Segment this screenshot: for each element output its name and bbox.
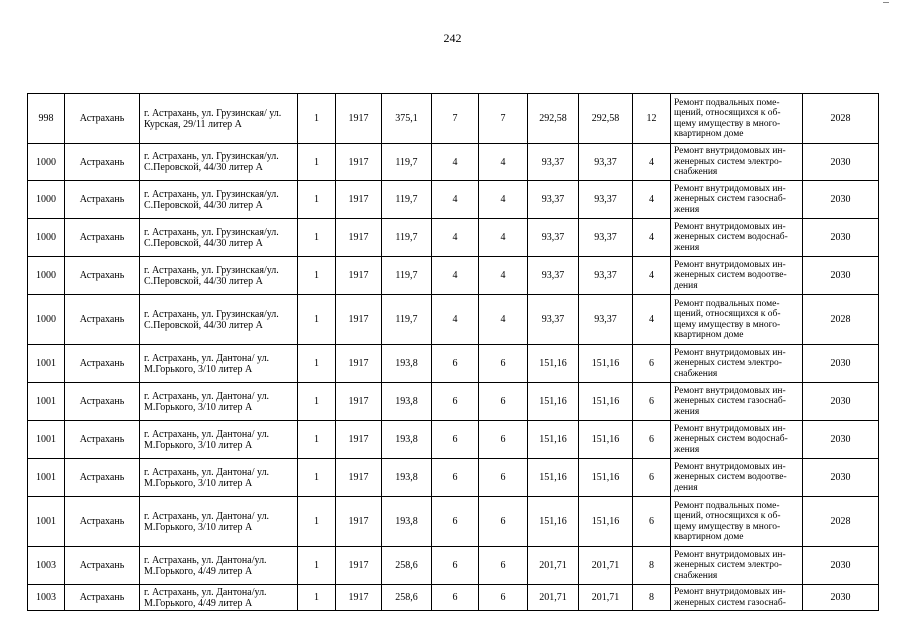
col-c-cell: 8: [633, 547, 671, 585]
table-row: [28, 144, 879, 181]
table-row: [28, 94, 879, 144]
row-number-cell: 1001: [28, 459, 65, 497]
plan-year-cell: 2030: [803, 144, 879, 181]
amount-cell: 292,58: [528, 94, 579, 144]
table-row: [28, 585, 879, 611]
amount-cell: 151,16: [528, 345, 579, 383]
work-type-cell: Ремонт подвальных поме- щений, относящихся к об- щему имуществу в много- квартирном доме: [671, 497, 803, 547]
col-a-cell: 6: [432, 383, 479, 421]
area-cell: 119,7: [382, 219, 432, 257]
table-body: [28, 94, 879, 611]
plan-year-cell: 2030: [803, 547, 879, 585]
amount-total-cell: 151,16: [579, 383, 633, 421]
col-b-cell: 7: [479, 94, 528, 144]
amount-cell: 93,37: [528, 219, 579, 257]
city-cell: Астрахань: [65, 181, 140, 219]
amount-total-cell: 93,37: [579, 257, 633, 295]
housing-repair-table: [27, 93, 879, 611]
address-cell: г. Астрахань, ул. Грузинская/ ул. Курская, 29/11 литер А: [140, 94, 298, 144]
amount-total-cell: 151,16: [579, 421, 633, 459]
row-number-cell: 1000: [28, 295, 65, 345]
plan-year-cell: 2030: [803, 219, 879, 257]
col-b-cell: 4: [479, 144, 528, 181]
city-cell: Астрахань: [65, 94, 140, 144]
address-cell: г. Астрахань, ул. Грузинская/ул. С.Перовской, 44/30 литер А: [140, 144, 298, 181]
work-type-cell: Ремонт внутридомовых ин- женерных систем газоснаб- жения: [671, 383, 803, 421]
address-cell: г. Астрахань, ул. Грузинская/ул. С.Перовской, 44/30 литер А: [140, 257, 298, 295]
amount-cell: 151,16: [528, 383, 579, 421]
page-number: 242: [443, 31, 462, 45]
amount-cell: 151,16: [528, 421, 579, 459]
row-number-cell: 1003: [28, 585, 65, 611]
work-type-cell: Ремонт внутридомовых ин- женерных систем водоотве- дения: [671, 257, 803, 295]
col-c-cell: 4: [633, 181, 671, 219]
col-c-cell: 6: [633, 459, 671, 497]
table-row: [28, 421, 879, 459]
col-a-cell: 6: [432, 459, 479, 497]
col-a-cell: 4: [432, 257, 479, 295]
col-count-cell: 1: [298, 345, 336, 383]
year-cell: 1917: [336, 257, 382, 295]
work-type-cell: Ремонт подвальных поме- щений, относящихся к об- щему имуществу в много- квартирном доме: [671, 94, 803, 144]
col-a-cell: 6: [432, 585, 479, 611]
amount-total-cell: 151,16: [579, 459, 633, 497]
work-type-cell: Ремонт внутридомовых ин- женерных систем газоснаб-: [671, 585, 803, 611]
year-cell: 1917: [336, 497, 382, 547]
scan-corner-mark: [883, 2, 889, 5]
row-number-cell: 1000: [28, 219, 65, 257]
row-number-cell: 1001: [28, 497, 65, 547]
row-number-cell: 1001: [28, 383, 65, 421]
col-a-cell: 6: [432, 345, 479, 383]
city-cell: Астрахань: [65, 257, 140, 295]
address-cell: г. Астрахань, ул. Дантона/ул. М.Горького, 4/49 литер А: [140, 547, 298, 585]
row-number-cell: 1001: [28, 421, 65, 459]
year-cell: 1917: [336, 295, 382, 345]
amount-total-cell: 93,37: [579, 144, 633, 181]
amount-total-cell: 93,37: [579, 181, 633, 219]
area-cell: 193,8: [382, 421, 432, 459]
address-cell: г. Астрахань, ул. Грузинская/ул. С.Перовской, 44/30 литер А: [140, 181, 298, 219]
amount-cell: 93,37: [528, 144, 579, 181]
amount-total-cell: 151,16: [579, 497, 633, 547]
year-cell: 1917: [336, 547, 382, 585]
plan-year-cell: 2028: [803, 295, 879, 345]
col-count-cell: 1: [298, 181, 336, 219]
col-count-cell: 1: [298, 144, 336, 181]
amount-total-cell: 151,16: [579, 345, 633, 383]
col-b-cell: 4: [479, 257, 528, 295]
plan-year-cell: 2030: [803, 257, 879, 295]
col-a-cell: 6: [432, 497, 479, 547]
col-c-cell: 6: [633, 497, 671, 547]
plan-year-cell: 2030: [803, 421, 879, 459]
table-row: [28, 257, 879, 295]
amount-total-cell: 292,58: [579, 94, 633, 144]
city-cell: Астрахань: [65, 585, 140, 611]
city-cell: Астрахань: [65, 345, 140, 383]
area-cell: 119,7: [382, 257, 432, 295]
year-cell: 1917: [336, 181, 382, 219]
work-type-cell: Ремонт внутридомовых ин- женерных систем газоснаб- жения: [671, 181, 803, 219]
amount-cell: 151,16: [528, 459, 579, 497]
amount-total-cell: 93,37: [579, 295, 633, 345]
col-a-cell: 7: [432, 94, 479, 144]
col-c-cell: 8: [633, 585, 671, 611]
col-b-cell: 6: [479, 547, 528, 585]
city-cell: Астрахань: [65, 547, 140, 585]
amount-cell: 93,37: [528, 181, 579, 219]
area-cell: 193,8: [382, 383, 432, 421]
col-b-cell: 4: [479, 181, 528, 219]
work-type-cell: Ремонт внутридомовых ин- женерных систем водоснаб- жения: [671, 219, 803, 257]
col-b-cell: 4: [479, 219, 528, 257]
col-a-cell: 4: [432, 219, 479, 257]
table-row: [28, 497, 879, 547]
area-cell: 193,8: [382, 497, 432, 547]
city-cell: Астрахань: [65, 219, 140, 257]
area-cell: 193,8: [382, 345, 432, 383]
year-cell: 1917: [336, 94, 382, 144]
amount-total-cell: 201,71: [579, 585, 633, 611]
address-cell: г. Астрахань, ул. Грузинская/ул. С.Перовской, 44/30 литер А: [140, 295, 298, 345]
work-type-cell: Ремонт внутридомовых ин- женерных систем электро- снабжения: [671, 345, 803, 383]
city-cell: Астрахань: [65, 497, 140, 547]
col-c-cell: 4: [633, 295, 671, 345]
work-type-cell: Ремонт внутридомовых ин- женерных систем электро- снабжения: [671, 144, 803, 181]
col-count-cell: 1: [298, 94, 336, 144]
address-cell: г. Астрахань, ул. Дантона/ ул. М.Горького, 3/10 литер А: [140, 497, 298, 547]
row-number-cell: 1000: [28, 257, 65, 295]
col-count-cell: 1: [298, 585, 336, 611]
plan-year-cell: 2028: [803, 497, 879, 547]
area-cell: 119,7: [382, 295, 432, 345]
plan-year-cell: 2030: [803, 181, 879, 219]
plan-year-cell: 2030: [803, 345, 879, 383]
address-cell: г. Астрахань, ул. Дантона/ ул. М.Горького, 3/10 литер А: [140, 345, 298, 383]
plan-year-cell: 2030: [803, 459, 879, 497]
amount-total-cell: 201,71: [579, 547, 633, 585]
col-b-cell: 6: [479, 459, 528, 497]
plan-year-cell: 2030: [803, 585, 879, 611]
address-cell: г. Астрахань, ул. Грузинская/ул. С.Перовской, 44/30 литер А: [140, 219, 298, 257]
plan-year-cell: 2030: [803, 383, 879, 421]
area-cell: 258,6: [382, 585, 432, 611]
col-c-cell: 4: [633, 257, 671, 295]
amount-cell: 151,16: [528, 497, 579, 547]
col-b-cell: 6: [479, 585, 528, 611]
row-number-cell: 1000: [28, 144, 65, 181]
row-number-cell: 998: [28, 94, 65, 144]
table-row: [28, 295, 879, 345]
col-a-cell: 4: [432, 144, 479, 181]
work-type-cell: Ремонт подвальных поме- щений, относящихся к об- щему имуществу в много- квартирном доме: [671, 295, 803, 345]
area-cell: 119,7: [382, 181, 432, 219]
col-count-cell: 1: [298, 257, 336, 295]
amount-cell: 201,71: [528, 547, 579, 585]
work-type-cell: Ремонт внутридомовых ин- женерных систем водоснаб- жения: [671, 421, 803, 459]
col-b-cell: 4: [479, 295, 528, 345]
col-c-cell: 6: [633, 383, 671, 421]
col-a-cell: 6: [432, 421, 479, 459]
city-cell: Астрахань: [65, 421, 140, 459]
col-a-cell: 4: [432, 181, 479, 219]
work-type-cell: Ремонт внутридомовых ин- женерных систем электро- снабжения: [671, 547, 803, 585]
address-cell: г. Астрахань, ул. Дантона/ул. М.Горького, 4/49 литер А: [140, 585, 298, 611]
year-cell: 1917: [336, 144, 382, 181]
amount-cell: 93,37: [528, 257, 579, 295]
city-cell: Астрахань: [65, 383, 140, 421]
work-type-cell: Ремонт внутридомовых ин- женерных систем водоотве- дения: [671, 459, 803, 497]
city-cell: Астрахань: [65, 295, 140, 345]
year-cell: 1917: [336, 421, 382, 459]
row-number-cell: 1003: [28, 547, 65, 585]
plan-year-cell: 2028: [803, 94, 879, 144]
address-cell: г. Астрахань, ул. Дантона/ ул. М.Горького, 3/10 литер А: [140, 459, 298, 497]
col-b-cell: 6: [479, 497, 528, 547]
row-number-cell: 1001: [28, 345, 65, 383]
city-cell: Астрахань: [65, 459, 140, 497]
row-number-cell: 1000: [28, 181, 65, 219]
col-c-cell: 6: [633, 421, 671, 459]
area-cell: 375,1: [382, 94, 432, 144]
col-count-cell: 1: [298, 219, 336, 257]
table-row: [28, 219, 879, 257]
address-cell: г. Астрахань, ул. Дантона/ ул. М.Горького, 3/10 литер А: [140, 383, 298, 421]
col-count-cell: 1: [298, 421, 336, 459]
table-row: [28, 383, 879, 421]
col-c-cell: 12: [633, 94, 671, 144]
col-a-cell: 6: [432, 547, 479, 585]
col-count-cell: 1: [298, 459, 336, 497]
area-cell: 193,8: [382, 459, 432, 497]
address-cell: г. Астрахань, ул. Дантона/ ул. М.Горького, 3/10 литер А: [140, 421, 298, 459]
col-count-cell: 1: [298, 295, 336, 345]
year-cell: 1917: [336, 383, 382, 421]
col-b-cell: 6: [479, 383, 528, 421]
col-a-cell: 4: [432, 295, 479, 345]
col-c-cell: 6: [633, 345, 671, 383]
year-cell: 1917: [336, 345, 382, 383]
amount-cell: 201,71: [528, 585, 579, 611]
year-cell: 1917: [336, 219, 382, 257]
table-row: [28, 181, 879, 219]
year-cell: 1917: [336, 585, 382, 611]
col-count-cell: 1: [298, 383, 336, 421]
col-b-cell: 6: [479, 421, 528, 459]
area-cell: 119,7: [382, 144, 432, 181]
col-c-cell: 4: [633, 144, 671, 181]
year-cell: 1917: [336, 459, 382, 497]
table-row: [28, 345, 879, 383]
amount-total-cell: 93,37: [579, 219, 633, 257]
area-cell: 258,6: [382, 547, 432, 585]
city-cell: Астрахань: [65, 144, 140, 181]
col-c-cell: 4: [633, 219, 671, 257]
table-row: [28, 459, 879, 497]
col-count-cell: 1: [298, 497, 336, 547]
col-b-cell: 6: [479, 345, 528, 383]
table-row: [28, 547, 879, 585]
col-count-cell: 1: [298, 547, 336, 585]
amount-cell: 93,37: [528, 295, 579, 345]
